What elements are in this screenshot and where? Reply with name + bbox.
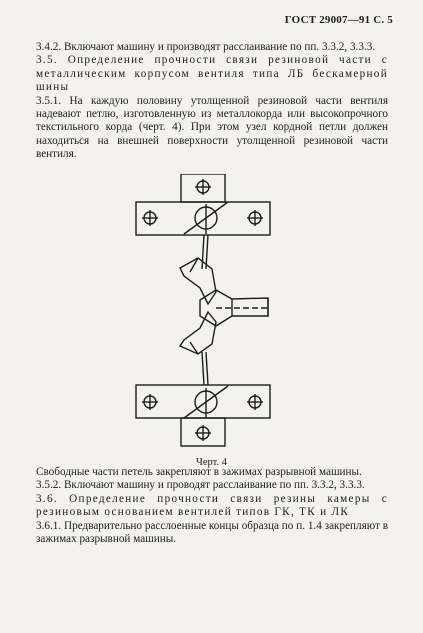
figure-caption: Черт. 4 xyxy=(196,457,227,468)
paragraph-3-5-1: 3.5.1. На каждую половину утолщенной резиновой части вентиля надевают петлю, изготовленную из металлокорда или высокопрочного текстильного корда (черт. 4). При этом узел кордной петли должен находиться на внешней поверхности утолщенной резиновой части вентиля. xyxy=(36,94,388,161)
heading-3-5: 3.5. Определение прочности связи резиновой части с металлическим корпусом вентиля типа ЛБ бескамерной шины xyxy=(36,54,388,94)
page-header: ГОСТ 29007—91 С. 5 xyxy=(284,14,393,26)
paragraph-3-4-2: 3.4.2. Включают машину и производят расслаивание по пп. 3.3.2, 3.3.3. xyxy=(36,41,376,53)
paragraph-3-6-1: 3.6.1. Предварительно расслоенные концы образца по п. 1.4 закрепляют в зажимах разрывной машины. xyxy=(36,519,388,546)
figure-4-drawing xyxy=(128,174,288,452)
text-block-bottom xyxy=(36,466,388,546)
heading-3-6: 3.6. Определение прочности связи резины камеры с резиновым основанием вентилей типов ГК, ТК и ЛК xyxy=(36,492,388,519)
lower-rubber-part xyxy=(180,312,216,354)
text-block-top xyxy=(36,41,388,162)
paragraph-free-ends: Свободные части петель закрепляют в зажимах разрывной машины. xyxy=(36,466,362,478)
upper-rubber-part xyxy=(180,258,216,304)
paragraph-3-5-2: 3.5.2. Включают машину и проводят расслаивание по пп. 3.3.2, 3.3.3. xyxy=(36,479,365,492)
